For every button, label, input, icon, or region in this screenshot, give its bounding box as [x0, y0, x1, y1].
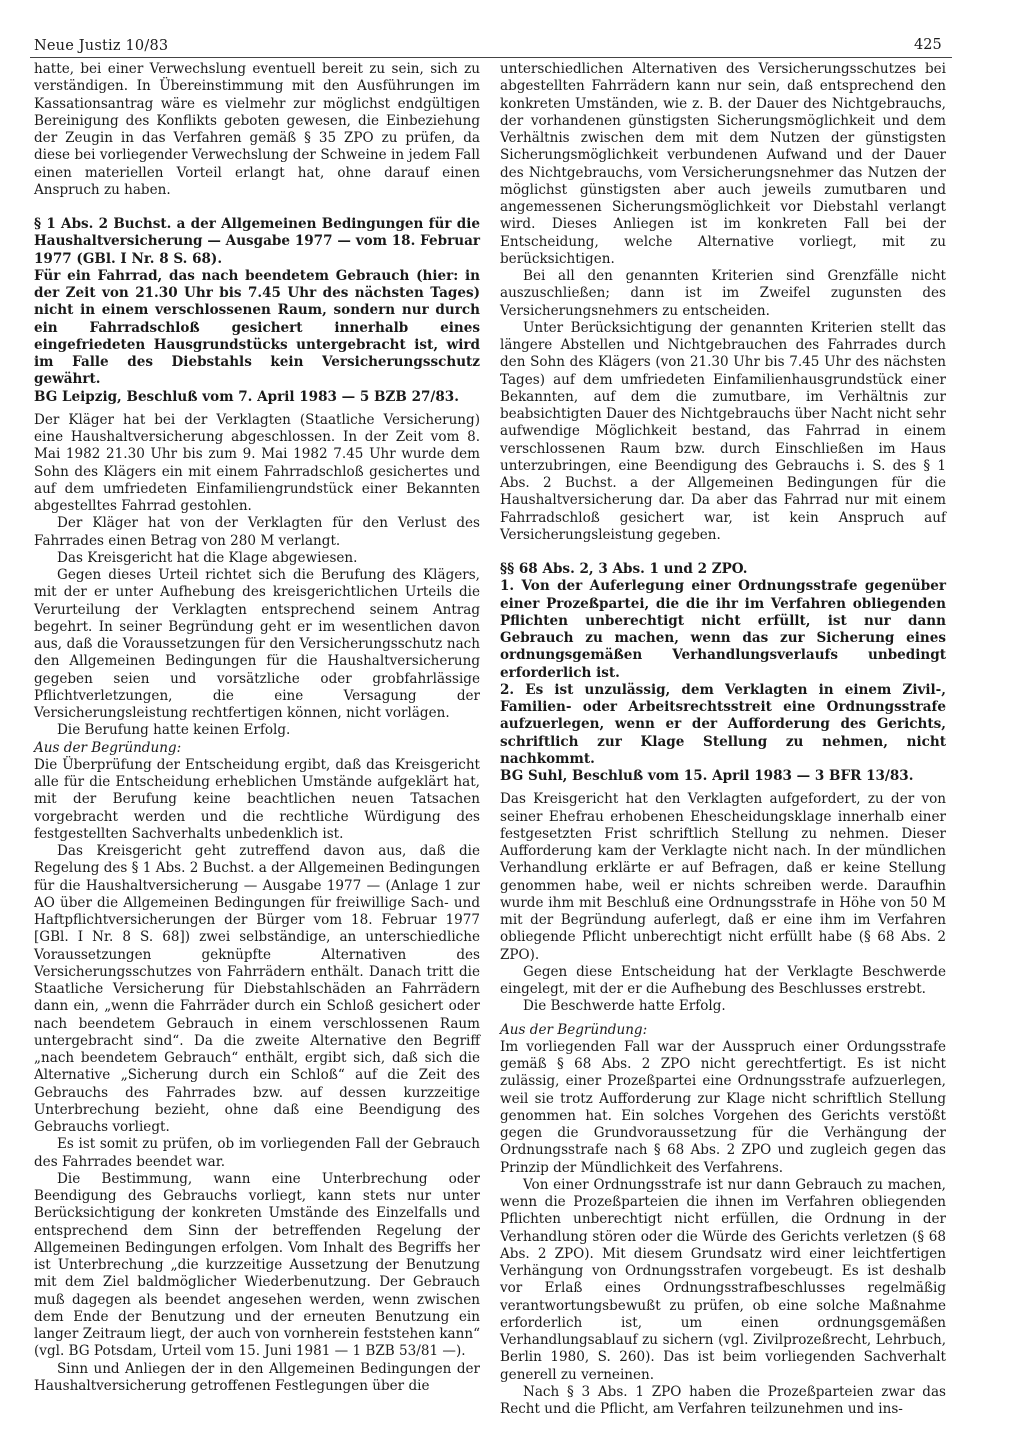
- headnote-2: 2. Es ist unzulässig, dem Verklagten in einem Zivil-, Familien- oder Arbeitsrechtsstreit eine Ordnungsstrafe aufzuerlegen, wenn er der Aufforderung des Gerichts, schriftlich zur Klage Stellung zu nehmen, nicht nachkommt.: [500, 681, 946, 767]
- reasons-heading: Aus der Begründung:: [34, 739, 182, 756]
- outcome-paragraph-2: Die Beschwerde hatte Erfolg.: [523, 998, 726, 1015]
- reasons-paragraph-1: Die Überprüfung der Entscheidung ergibt, daß das Kreisgericht alle für die Entscheidung erheblichen Umstände aufgeklärt hat, mit der Berufung keine beachtlichen neuen Tatsachen vorgebracht werden und die rechtliche Würdigung des festgestellten Sachverhalts unbedenklich ist.: [34, 756, 480, 842]
- reasons-paragraph-8: Nach § 3 Abs. 1 ZPO haben die Prozeßparteien zwar das Recht und die Pflicht, am Verfahren teilzunehmen und ins-: [500, 1383, 946, 1417]
- appeal-paragraph: Gegen dieses Urteil richtet sich die Berufung des Klägers, mit der er unter Aufhebung des kreisgerichtlichen Urteils die Verurteilung der Verklagten entsprechend seinem Antrag begehrt. In seiner Begründung geht er im wesentlichen davon aus, daß die Voraussetzungen für den Versicherungsschutz nach den Allgemeinen Bedingungen für die Haushaltversicherung gegeben seien und vorsätzliche oder grobfahrlässige Pflichtverletzungen, die eine Versagung der Versicherungsleistung rechtfertigen können, nicht vorlägen.: [34, 567, 480, 721]
- header-rule: [30, 57, 952, 58]
- facts-paragraph-2: Das Kreisgericht hat den Verklagten aufgefordert, zu der von seiner Ehefrau erhobenen Ehescheidungsklage innerhalb einer festgesetzten Frist schriftlich Stellung zu nehmen. Dieser Aufforderung kam der Verklagte nicht nach. In der mündlichen Verhandlung erklärte er auf Befragen, daß er keine Stellung genommen habe, weil er nichts schreiben werde. Daraufhin wurde ihm mit Beschluß eine Ordnungsstrafe in Höhe von 50 M mit der Begründung auferlegt, daß er eine ihm im Verfahren obliegende Pflicht unberechtigt nicht erfüllt habe (§ 68 Abs. 2 ZPO).: [500, 791, 946, 963]
- continuation-paragraph: unterschiedlichen Alternativen des Versicherungsschutzes bei abgestellten Fahrrädern kann nur sein, daß entsprechend den konkreten Umständen, wie z. B. der Dauer des Nichtgebrauchs, der vorhandenen günstigsten Sicherungsmöglichkeit und dem Verhältnis zwischen dem mit dem Nutzen der günstigsten Sicherungsmöglichkeit verbundenen Aufwand und der Dauer des Nichtgebrauchs, vom Versicherungsnehmer das Nutzen der möglichst günstigsten aber auch jeweils zumutbaren und angemessenen Sicherungsmöglichkeit vor Diebstahl verlangt wird. Dieses Anliegen ist im konkreten Fall bei der Entscheidung, welche Alternative vorliegt, mit zu berücksichtigen.: [500, 61, 946, 267]
- reasons-paragraph-6: Im vorliegenden Fall war der Ausspruch einer Ordungsstrafe gemäß § 68 Abs. 2 ZPO nicht gerechtfertigt. Es ist nicht zulässig, einer Prozeßpartei eine Ordnungsstrafe aufzuerlegen, weil sie trotz Aufforderung zur Klage nicht schriftlich Stellung genommen hat. Ein solches Vorgehen des Gerichts verstößt gegen die Grundvoraussetzung für die Verhängung der Ordnungsstrafe nach § 68 Abs. 2 ZPO und zugleich gegen das Prinzip der Mündlichkeit des Verfahrens.: [500, 1038, 946, 1176]
- assessment-paragraph: Unter Berücksichtigung der genannten Kriterien stellt das längere Abstellen und Nichtgebrauchen des Fahrrades durch den Sohn des Klägers (von 21.30 Uhr bis 7.45 Uhr des nächsten Tages) auf dem umfriedeten Einfamilienhausgrundstück einer Bekannten, auf dem die zumutbare, im Verhältnis zur beabsichtigten Dauer des Nichtgebrauchs über Nacht nicht sehr aufwendige Möglichkeit bestand, das Fahrrad in einem verschlossenen Raum bzw. durch Einschließen im Haus unterzubringen, eine Beendigung des Gebrauchs i. S. des § 1 Abs. 2 Buchst. a der Allgemeinen Bedingungen für die Haushaltversicherung dar. Da aber das Fahrrad nur mit einem Fahrradschloß gesichert war, ist kein Anspruch auf Versicherungsleistung gegeben.: [500, 319, 947, 543]
- outcome-paragraph: Die Berufung hatte keinen Erfolg.: [57, 722, 291, 739]
- reasons-paragraph-7: Von einer Ordnungsstrafe ist nur dann Gebrauch zu machen, wenn die Prozeßparteien die ihnen im Verfahren obliegenden Pflichten unberechtigt nicht erfüllen, die Ordnung in der Verhandlung stören oder die Würde des Gerichts verletzen (§ 68 Abs. 2 ZPO). Mit diesem Grundsatz wird einer leichtfertigen Verhängung von Ordnungsstrafen vorgebeugt. Es ist deshalb vor Erlaß eines Ordnungsstrafbeschlusses regelmäßig verantwortungsbewußt zu prüfen, ob eine solche Maßnahme erforderlich ist, um einen ordnungsgemäßen Verhandlungsablauf zu sichern (vgl. Zivilprozeßrecht, Lehrbuch, Berlin 1980, S. 260). Das ist beim vorliegenden Sachverhalt generell zu verneinen.: [500, 1176, 946, 1383]
- facts-paragraph: Der Kläger hat bei der Verklagten (Staatliche Versicherung) eine Haushaltversicherung abgeschlossen. In der Zeit vom 8. Mai 1982 21.30 Uhr bis zum 9. Mai 1982 7.45 Uhr wurde dem Sohn des Klägers ein mit einem Fahrradschloß gesichertes und auf dem umfriedeten Einfamiliengrundstück einer Bekannten abgestelltes Fahrrad gestohlen.: [34, 411, 480, 514]
- complaint-paragraph: Gegen diese Entscheidung hat der Verklagte Beschwerde eingelegt, mit der er die Aufhebung des Beschlusses erstrebt.: [500, 963, 946, 997]
- left-column: [34, 61, 480, 1395]
- reasons-paragraph-3: Es ist somit zu prüfen, ob im vorliegenden Fall der Gebrauch des Fahrrades beendet war.: [34, 1136, 480, 1170]
- norm-citation: § 1 Abs. 2 Buchst. a der Allgemeinen Bedingungen für die Haushaltversicherung — Ausgabe 1977 — vom 18. Februar 1977 (GBl. I Nr. 8 S. 68).: [34, 216, 480, 267]
- reasons-paragraph-2: Das Kreisgericht geht zutreffend davon aus, daß die Regelung des § 1 Abs. 2 Buchst. a der Allgemeinen Bedingungen für die Haushaltversicherung — Ausgabe 1977 — (Anlage 1 zur AO über die Allgemeinen Bedingungen für freiwillige Sach- und Haftpflichtversicherungen der Bürger vom 18. Februar 1977 [GBl. I Nr. 8 S. 68]) zwei selbständige, an unterschiedliche Voraussetzungen geknüpfte Alternativen des Versicherungsschutzes von Fahrrädern enthält. Danach tritt die Staatliche Versicherung für Diebstahlschäden an Fahrrädern dann ein, „wenn die Fahrräder durch ein Schloß gesichert oder nach beendetem Gebrauch in einem verschlossenen Raum untergebracht sind“. Da die zweite Alternative den Begriff „nach beendetem Gebrauch“ enthält, ergibt sich, daß sich die Alternative „Sicherung durch ein Schloß“ auf die Zeit des Gebrauchs des Fahrrades bzw. auf dessen kurzzeitige Unterbrechung bezieht, ohne daß eine Beendigung des Gebrauchs vorliegt.: [34, 843, 480, 1135]
- reasons-heading-2: Aus der Begründung:: [500, 1021, 648, 1038]
- headnote: Für ein Fahrrad, das nach beendetem Gebrauch (hier: in der Zeit von 21.30 Uhr bis 7.45 Uhr des nächsten Tages) nicht in einem verschlossenen Raum, sondern nur durch ein Fahrradschloß gesichert innerhalb eines eingefriedeten Hausgrundstücks untergebracht ist, wird im Falle des Diebstahls kein Versicherungsschutz gewährt.: [34, 267, 480, 388]
- claim-paragraph: Der Kläger hat von der Verklagten für den Verlust des Fahrrades einen Betrag von 280 M verlangt.: [34, 515, 480, 549]
- court-citation: BG Leipzig, Beschluß vom 7. April 1983 — 5 BZB 27/83.: [34, 388, 459, 405]
- running-header: Neue Justiz 10/83: [34, 38, 169, 54]
- right-column: [500, 61, 946, 1418]
- court-citation-2: BG Suhl, Beschluß vom 15. April 1983 — 3 BFR 13/83.: [500, 768, 914, 784]
- borderline-paragraph: Bei all den genannten Kriterien sind Grenzfälle nicht auszuschließen; dann ist im Zweifel zugunsten des Versicherungsnehmers zu entscheiden.: [500, 268, 946, 319]
- reasons-paragraph-4: Die Bestimmung, wann eine Unterbrechung oder Beendigung des Gebrauchs vorliegt, kann stets nur unter Berücksichtigung der konkreten Umstände des Einzelfalls und entsprechend dem Sinn der betreffenden Regelung der Allgemeinen Bedingungen erfolgen. Vom Inhalt des Begriffs her ist Unterbrechung „die kurzzeitige Aussetzung der Benutzung mit dem Ziel baldmöglicher Wiederbenutzung. Der Gebrauch muß dagegen als beendet angesehen werden, wenn zwischen dem Ende der Benutzung und der erneuten Benutzung ein langer Zeitraum liegt, der auch von vornherein feststehen kann“ (vgl. BG Potsdam, Urteil vom 15. Juni 1981 — 1 BZB 53/81 —).: [34, 1170, 480, 1360]
- headnote-1: 1. Von der Auferlegung einer Ordnungsstrafe gegenüber einer Prozeßpartei, die die ihr im Verfahren obliegenden Pflichten unberechtigt nicht erfüllt, ist nur dann Gebrauch zu machen, wenn das zur Sicherung eines ordnungsgemäßen Verhandlungsverlaufs unbedingt erforderlich ist.: [500, 578, 946, 681]
- dismissal-paragraph: Das Kreisgericht hat die Klage abgewiesen.: [57, 549, 358, 566]
- norm-citation-2: §§ 68 Abs. 2, 3 Abs. 1 und 2 ZPO.: [500, 561, 748, 577]
- reasons-paragraph-5: Sinn und Anliegen der in den Allgemeinen Bedingungen der Haushaltversicherung getroffenen Festlegungen über die: [34, 1360, 480, 1394]
- page-number: 425: [914, 37, 942, 53]
- intro-paragraph: hatte, bei einer Verwechslung eventuell bereit zu sein, sich zu verständigen. In Übereinstimmung mit den Ausführungen im Kassationsantrag wäre es vielmehr zur möglichst endgültigen Bereinigung des Konflikts geboten gewesen, die Einbeziehung der Zeugin in das Verfahren gemäß § 35 ZPO zu prüfen, da diese bei vorliegender Verwechslung der Schweine in jedem Fall einen materiellen Vorteil erlangt hat, ohne darauf einen Anspruch zu haben.: [34, 61, 480, 198]
